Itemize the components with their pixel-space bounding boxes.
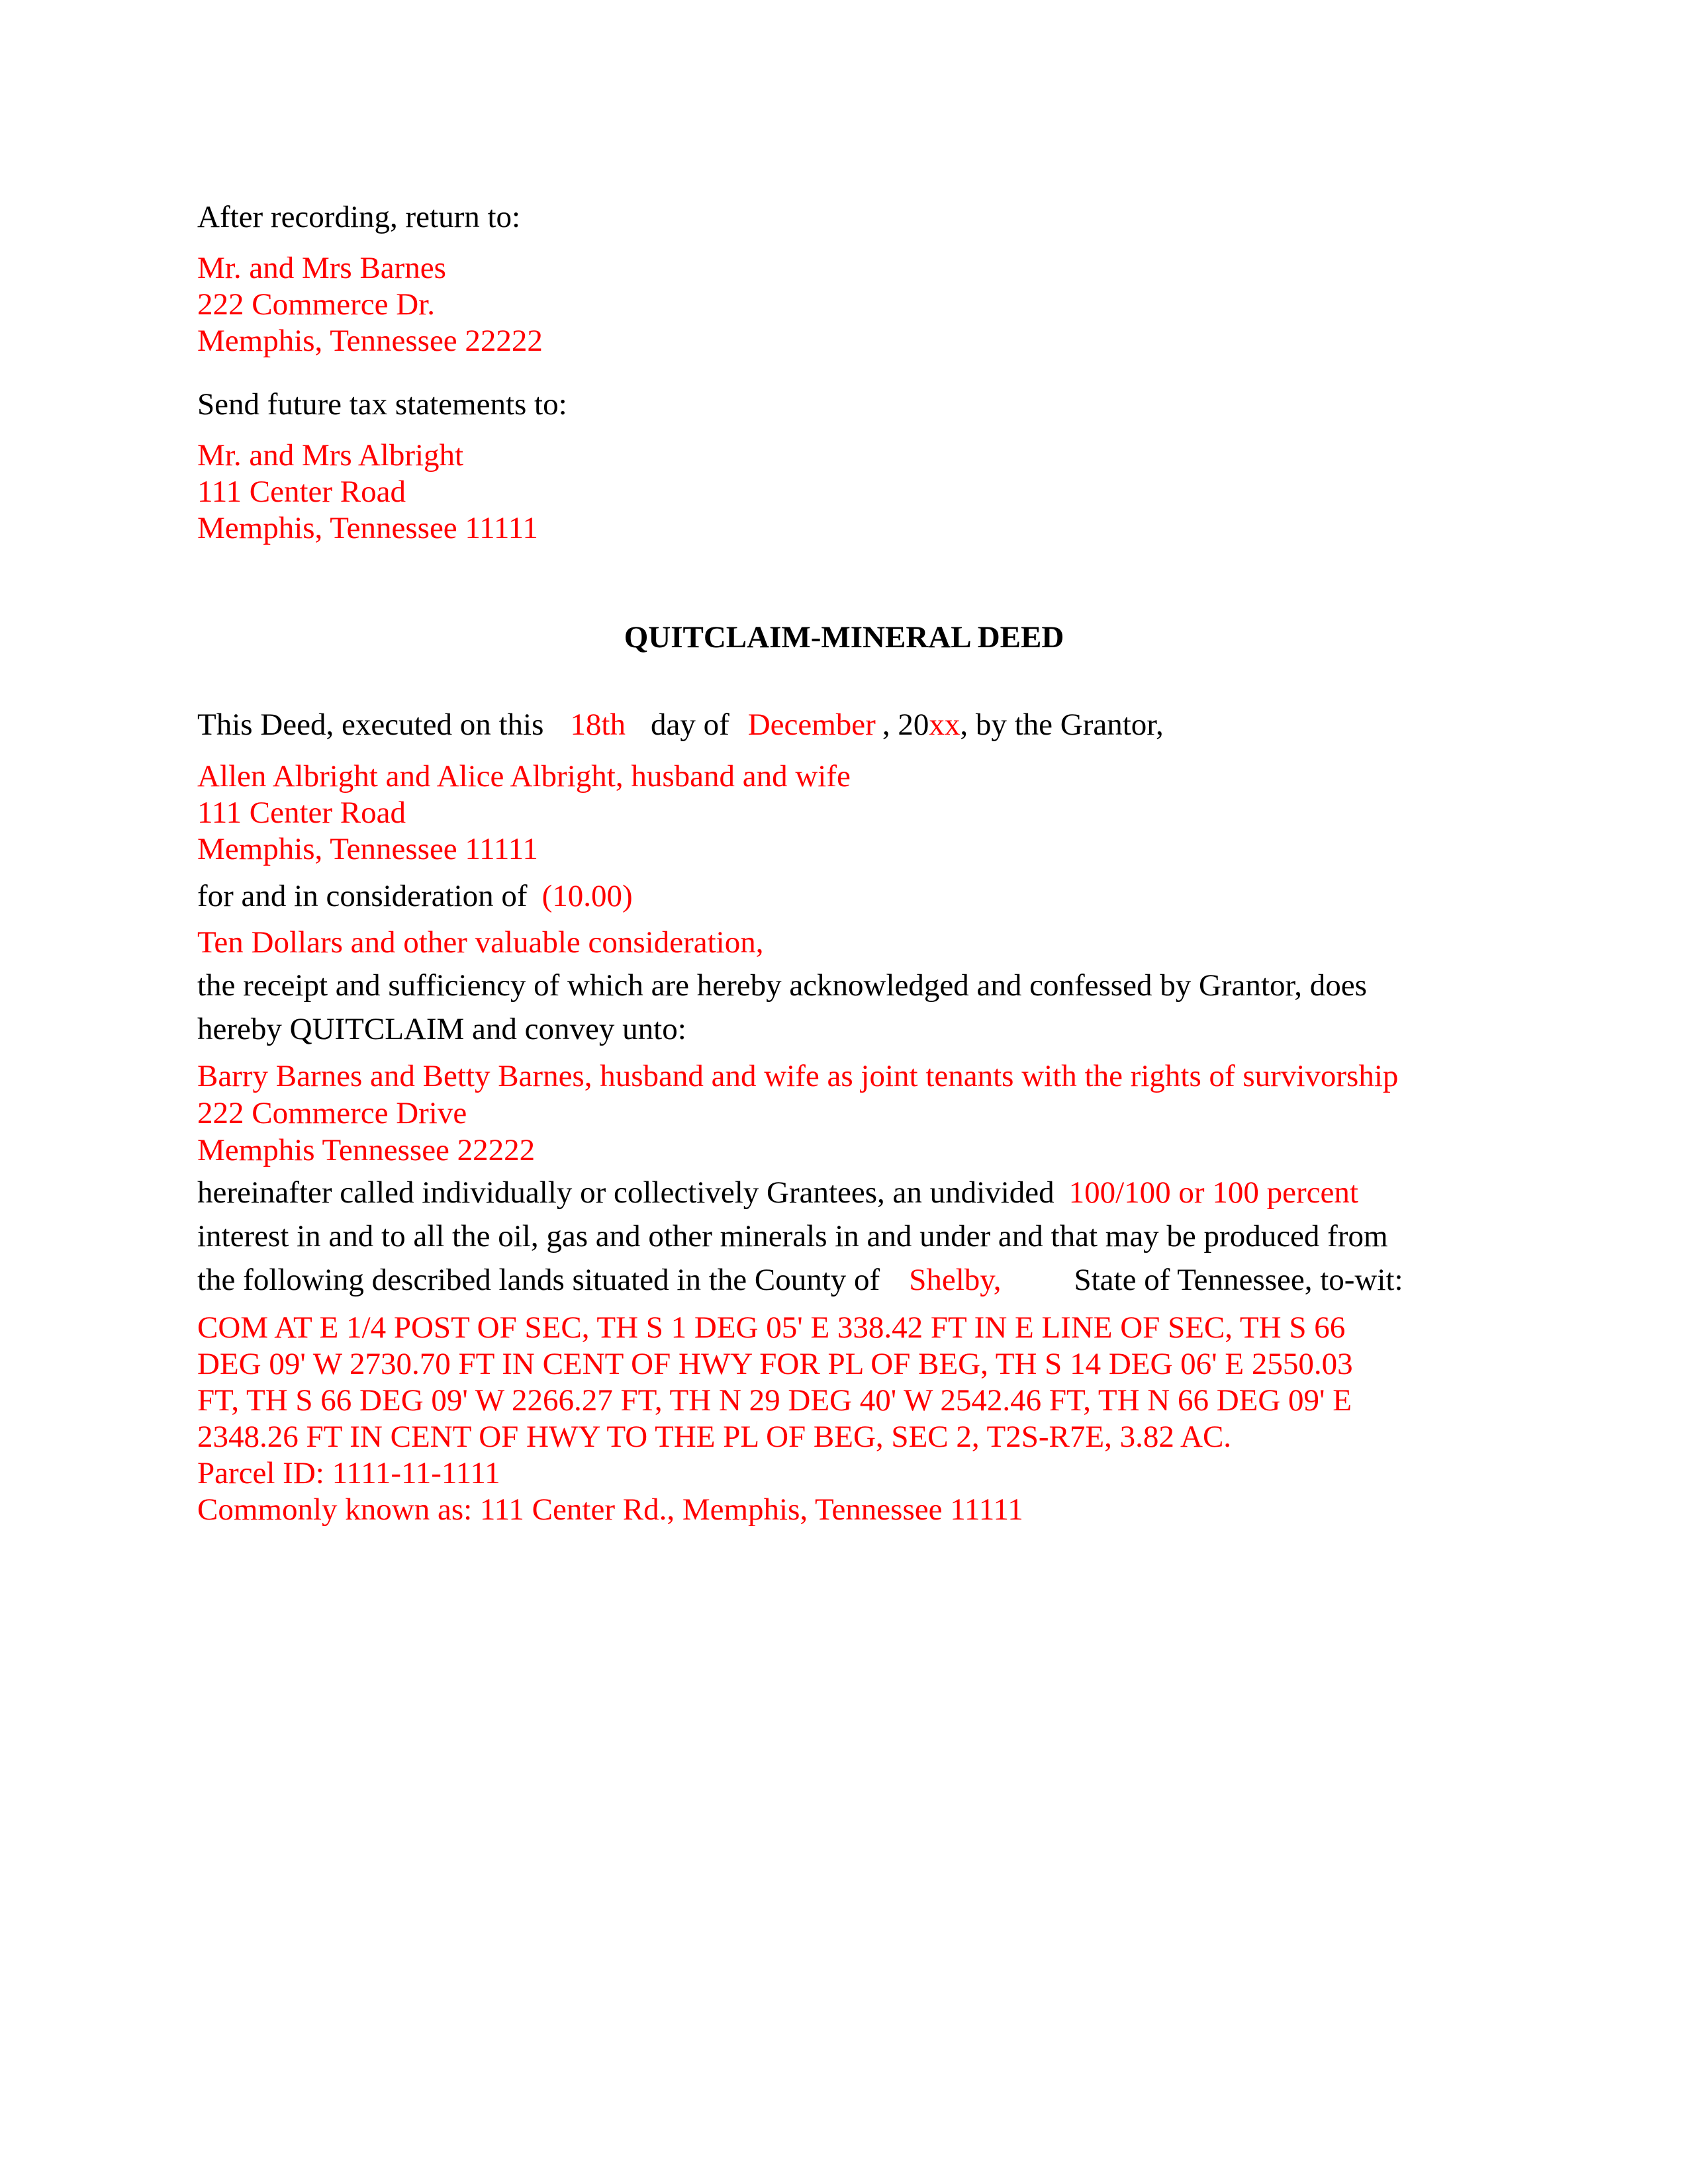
grantee-names: Barry Barnes and Betty Barnes, husband and wife as joint tenants with the rights of survivorship (197, 1059, 1399, 1093)
parcel-id: Parcel ID: 1111-11-1111 (197, 1456, 500, 1490)
legal-description-line-2: DEG 09' W 2730.70 FT IN CENT OF HWY FOR PL OF BEG, TH S 14 DEG 06' E 2550.03 (197, 1347, 1353, 1381)
interest-line-3a: the following described lands situated in the County of (197, 1263, 880, 1297)
execution-month: December (747, 707, 876, 742)
grantor-names: Allen Albright and Alice Albright, husband and wife (197, 759, 851, 794)
conveyance-line-1: the receipt and sufficiency of which are hereby acknowledged and confessed by Grantor, does (197, 968, 1367, 1003)
grantor-city: Memphis, Tennessee 11111 (197, 832, 538, 866)
tax-statements-name: Mr. and Mrs Albright (197, 438, 464, 473)
interest-amount: 100/100 or 100 percent (1068, 1175, 1358, 1210)
consideration-amount: (10.00) (541, 879, 633, 913)
consideration-line (197, 878, 633, 915)
county-name: Shelby, (909, 1263, 1002, 1297)
legal-description-line-1: COM AT E 1/4 POST OF SEC, TH S 1 DEG 05' E 338.42 FT IN E LINE OF SEC, TH S 66 (197, 1310, 1346, 1345)
property-address: Commonly known as: 111 Center Rd., Memphis, Tennessee 11111 (197, 1492, 1023, 1527)
execution-text-2: day of (650, 707, 729, 742)
execution-day: 18th (570, 707, 626, 742)
interest-line-2: interest in and to all the oil, gas and other minerals in and under and that may be produced from (197, 1219, 1388, 1253)
deed-title: QUITCLAIM-MINERAL DEED (624, 620, 1064, 655)
consideration-description: Ten Dollars and other valuable consideration, (197, 925, 764, 960)
return-to-street: 222 Commerce Dr. (197, 287, 435, 322)
return-to-city: Memphis, Tennessee 22222 (197, 324, 543, 358)
grantee-city: Memphis Tennessee 22222 (197, 1133, 536, 1167)
consideration-text: for and in consideration of (197, 879, 528, 913)
execution-line (197, 706, 1164, 743)
conveyance-line-2: hereby QUITCLAIM and convey unto: (197, 1012, 686, 1046)
return-to-label: After recording, return to: (197, 200, 521, 234)
interest-line-1 (197, 1174, 1358, 1211)
interest-text: hereinafter called individually or collectively Grantees, an undivided (197, 1175, 1055, 1210)
execution-text-1: This Deed, executed on this (197, 707, 544, 742)
return-to-name: Mr. and Mrs Barnes (197, 251, 446, 285)
interest-line-3b: State of Tennessee, to-wit: (1074, 1263, 1403, 1297)
tax-statements-label: Send future tax statements to: (197, 387, 567, 422)
execution-year-suffix: xx (929, 707, 961, 742)
execution-text-4: , by the Grantor, (960, 707, 1164, 742)
interest-line-3 (197, 1261, 1403, 1298)
tax-statements-street: 111 Center Road (197, 475, 406, 509)
execution-text-3: , 20 (882, 707, 929, 742)
tax-statements-city: Memphis, Tennessee 11111 (197, 511, 538, 545)
legal-description-line-4: 2348.26 FT IN CENT OF HWY TO THE PL OF BEG, SEC 2, T2S-R7E, 3.82 AC. (197, 1420, 1232, 1454)
grantee-street: 222 Commerce Drive (197, 1096, 467, 1130)
grantor-street: 111 Center Road (197, 796, 406, 830)
legal-description-line-3: FT, TH S 66 DEG 09' W 2266.27 FT, TH N 29 DEG 40' W 2542.46 FT, TH N 66 DEG 09' E (197, 1383, 1352, 1418)
